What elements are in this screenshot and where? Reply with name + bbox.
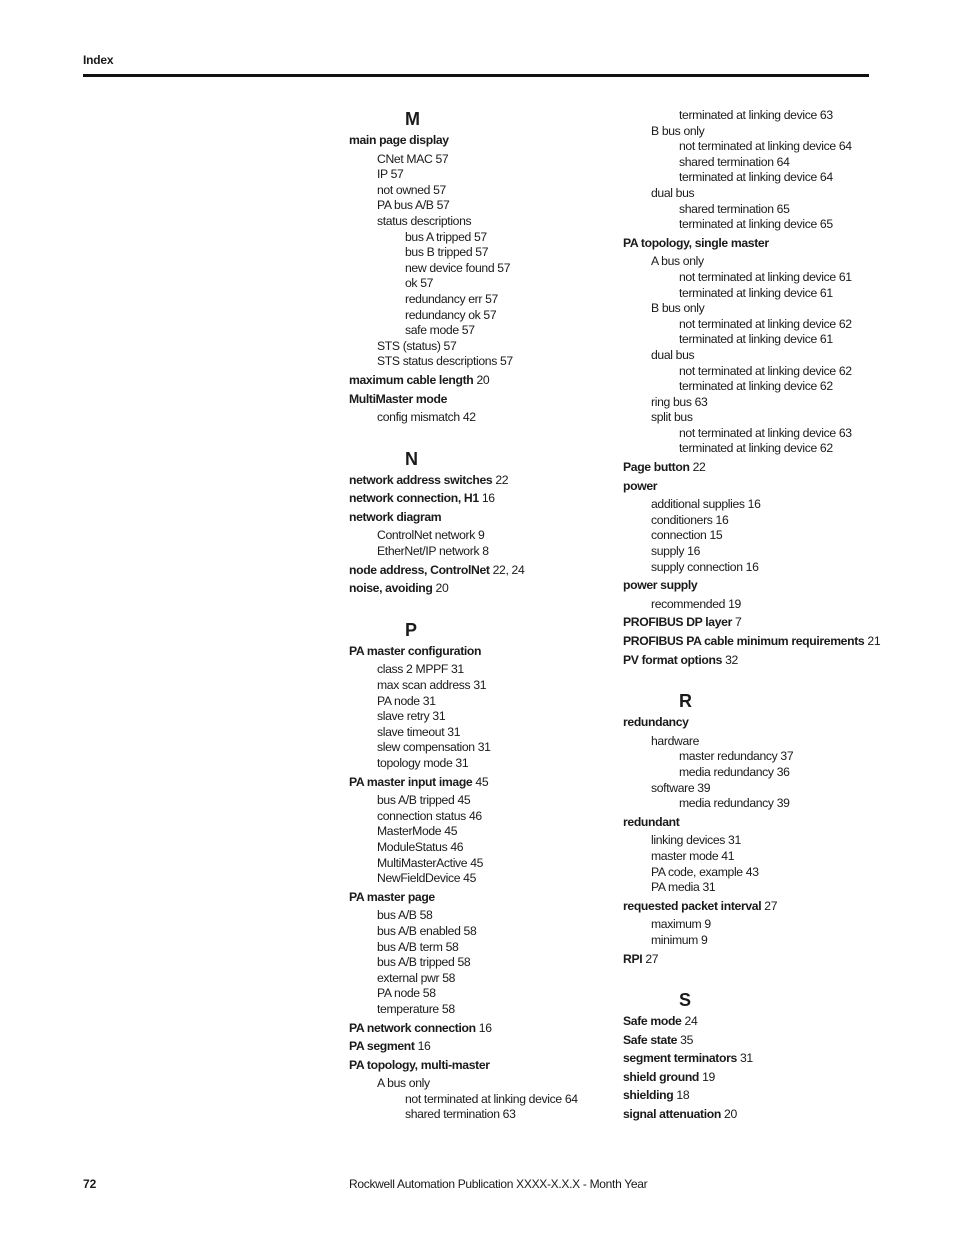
index-term: signal attenuation xyxy=(623,1107,721,1122)
index-sub-subentry: not terminated at linking device 64 xyxy=(405,1091,578,1106)
index-subentry: slave timeout 31 xyxy=(377,724,461,739)
index-page-ref: 16 xyxy=(478,1020,492,1035)
index-sub-subentry: terminated at linking device 61 xyxy=(679,285,833,300)
index-term: Safe mode xyxy=(623,1014,682,1029)
index-main-entry xyxy=(623,715,873,731)
index-subentry: split bus xyxy=(651,410,693,425)
index-subentry: supply connection 16 xyxy=(651,559,759,574)
index-page-ref: 19 xyxy=(702,1069,715,1084)
index-term: Page button xyxy=(623,460,690,475)
index-subentry: bus A/B 58 xyxy=(377,908,433,923)
index-term: power xyxy=(623,478,658,493)
index-main-entry xyxy=(349,491,599,507)
index-column-left xyxy=(349,108,599,1123)
index-main-entry xyxy=(349,373,599,389)
index-subentry: A bus only xyxy=(377,1076,430,1091)
index-term: PV format options xyxy=(623,652,723,667)
index-main-entry xyxy=(623,899,873,915)
index-term: PA topology, single master xyxy=(623,235,769,250)
index-main-entry xyxy=(623,479,873,495)
index-main-entry xyxy=(623,236,873,252)
index-sub-subentry: shared termination 65 xyxy=(679,201,790,216)
index-subentry: MultiMasterActive 45 xyxy=(377,855,484,870)
index-subentry: PA node 58 xyxy=(377,986,436,1001)
index-subentry: A bus only xyxy=(651,254,704,269)
index-subentry: bus A/B tripped 58 xyxy=(377,955,471,970)
index-page-ref: 20 xyxy=(724,1107,737,1122)
index-main-entry xyxy=(349,890,599,906)
index-subentry: supply 16 xyxy=(651,544,701,559)
index-term: node address, ControlNet xyxy=(349,562,490,577)
publication-line: Rockwell Automation Publication XXXX-X.X.X - Month Year xyxy=(349,1177,648,1191)
index-sub-subentry: safe mode 57 xyxy=(405,323,475,338)
index-subentry: additional supplies 16 xyxy=(651,497,761,512)
index-term: PROFIBUS PA cable minimum requirements xyxy=(623,634,865,648)
index-term: PA master input image xyxy=(349,774,473,789)
index-page-ref: 32 xyxy=(725,652,738,667)
index-sub-subentry: media redundancy 36 xyxy=(679,764,790,779)
index-main-entry xyxy=(623,1070,873,1086)
index-sub-subentry: terminated at linking device 65 xyxy=(679,217,833,232)
index-subentry: bus A/B tripped 45 xyxy=(377,793,471,808)
index-subentry: external pwr 58 xyxy=(377,970,456,985)
index-sub-subentry: bus B tripped 57 xyxy=(405,245,489,260)
index-main-entry xyxy=(623,460,873,476)
index-term: RPI xyxy=(623,951,643,966)
index-main-entry xyxy=(349,133,599,149)
index-subentry: connection status 46 xyxy=(377,808,482,823)
index-main-entry xyxy=(623,1033,873,1049)
index-subentry: maximum 9 xyxy=(651,917,711,932)
index-subentry: MasterMode 45 xyxy=(377,824,458,839)
index-main-entry xyxy=(349,1039,599,1055)
index-subentry: status descriptions xyxy=(377,213,472,228)
index-term: segment terminators xyxy=(623,1051,737,1066)
index-subentry: recommended 19 xyxy=(651,596,741,611)
index-term: power supply xyxy=(623,578,698,593)
index-main-entry xyxy=(623,952,873,968)
index-main-entry xyxy=(623,1088,873,1104)
index-subentry: B bus only xyxy=(651,301,705,316)
index-main-entry xyxy=(349,392,599,408)
index-subentry: NewFieldDevice 45 xyxy=(377,871,477,886)
index-subentry: slew compensation 31 xyxy=(377,740,491,755)
index-subentry: linking devices 31 xyxy=(651,833,741,848)
index-letter-heading: N xyxy=(405,448,418,469)
index-subentry: max scan address 31 xyxy=(377,678,487,693)
index-sub-subentry: not terminated at linking device 62 xyxy=(679,363,852,378)
index-main-entry xyxy=(623,1107,873,1123)
header-rule xyxy=(83,74,869,77)
index-term: shield ground xyxy=(623,1069,700,1084)
index-subentry: conditioners 16 xyxy=(651,512,729,527)
index-subentry: B bus only xyxy=(651,123,705,138)
index-main-entry xyxy=(623,578,873,594)
index-subentry: config mismatch 42 xyxy=(377,410,476,425)
index-sub-subentry: media redundancy 39 xyxy=(679,796,790,811)
index-page-ref: 35 xyxy=(680,1032,693,1047)
index-page-ref: 24 xyxy=(684,1014,698,1029)
running-header: Index xyxy=(83,53,114,67)
index-term: main page display xyxy=(349,133,449,147)
index-subentry: EtherNet/IP network 8 xyxy=(377,544,489,559)
index-term: maximum cable length xyxy=(349,372,474,387)
index-sub-subentry: ok 57 xyxy=(405,276,434,291)
index-page-ref: 45 xyxy=(475,774,489,789)
index-sub-subentry: terminated at linking device 62 xyxy=(679,379,833,394)
index-main-entry xyxy=(349,473,599,489)
index-subentry: temperature 58 xyxy=(377,1001,455,1016)
index-subentry: PA bus A/B 57 xyxy=(377,198,450,213)
index-main-entry xyxy=(623,1051,873,1067)
index-main-entry xyxy=(623,815,873,831)
index-term: requested packet interval xyxy=(623,898,762,913)
index-main-entry xyxy=(349,563,599,579)
index-letter-heading: M xyxy=(405,109,420,129)
index-main-entry xyxy=(349,644,599,660)
index-sub-subentry: terminated at linking device 64 xyxy=(679,170,833,185)
index-page-ref: 22 xyxy=(495,472,509,487)
index-subentry: PA node 31 xyxy=(377,693,436,708)
index-subentry: ModuleStatus 46 xyxy=(377,839,464,854)
index-page-ref: 22, 24 xyxy=(492,562,525,577)
index-term: Safe state xyxy=(623,1032,678,1047)
index-sub-subentry: terminated at linking device 62 xyxy=(679,441,833,456)
index-subentry: STS status descriptions 57 xyxy=(377,354,513,369)
index-term: PA network connection xyxy=(349,1020,476,1035)
index-subentry: ring bus 63 xyxy=(651,394,708,409)
index-sub-subentry: shared termination 63 xyxy=(405,1107,516,1122)
index-subentry: not owned 57 xyxy=(377,182,446,197)
index-page-ref: 27 xyxy=(764,898,778,913)
index-term: PROFIBUS DP layer xyxy=(623,615,732,630)
index-page-ref: 31 xyxy=(739,1051,753,1066)
index-page-ref: 21 xyxy=(867,634,881,648)
index-main-entry xyxy=(623,1014,873,1030)
index-term: redundant xyxy=(623,814,680,829)
index-subentry: hardware xyxy=(651,733,700,748)
index-column-right xyxy=(623,108,881,1123)
index-sub-subentry: not terminated at linking device 64 xyxy=(679,139,852,154)
index-page-ref: 16 xyxy=(417,1039,431,1054)
index-term: MultiMaster mode xyxy=(349,391,448,406)
index-sub-subentry: shared termination 64 xyxy=(679,154,790,169)
index-page-ref: 18 xyxy=(676,1088,690,1103)
index-subentry: dual bus xyxy=(651,185,695,200)
index-subentry: connection 15 xyxy=(651,528,723,543)
index-main-entry xyxy=(349,1021,599,1037)
index-term: network connection, H1 xyxy=(349,491,479,506)
index-term: redundancy xyxy=(623,715,689,730)
index-subentry: IP 57 xyxy=(377,167,404,182)
index-term: PA master configuration xyxy=(349,643,482,658)
index-term: shielding xyxy=(623,1088,674,1103)
index-main-entry xyxy=(349,775,599,791)
index-sub-subentry: not terminated at linking device 61 xyxy=(679,269,852,284)
index-sub-subentry: not terminated at linking device 62 xyxy=(679,316,852,331)
index-term: PA master page xyxy=(349,889,435,904)
index-subentry: master mode 41 xyxy=(651,848,735,863)
index-term: network diagram xyxy=(349,509,442,524)
index-sub-subentry: redundancy err 57 xyxy=(405,291,498,306)
index-sub-subentry: terminated at linking device 63 xyxy=(679,108,833,122)
page-number: 72 xyxy=(83,1177,97,1191)
index-subentry: bus A/B term 58 xyxy=(377,939,459,954)
index-main-entry xyxy=(623,615,873,631)
index-sub-subentry: terminated at linking device 61 xyxy=(679,332,833,347)
index-subentry: PA code, example 43 xyxy=(651,864,759,879)
index-page-ref: 20 xyxy=(435,581,449,596)
index-subentry: software 39 xyxy=(651,780,711,795)
index-letter-heading: P xyxy=(405,619,417,640)
index-subentry: topology mode 31 xyxy=(377,756,469,770)
index-main-entry xyxy=(349,581,599,597)
index-page-ref: 27 xyxy=(645,951,659,966)
index-letter-heading: S xyxy=(679,990,691,1011)
index-subentry: STS (status) 57 xyxy=(377,338,457,353)
index-main-entry xyxy=(623,634,881,650)
index-page-ref: 22 xyxy=(692,460,706,475)
index-term: network address switches xyxy=(349,472,493,487)
index-subentry: dual bus xyxy=(651,347,695,362)
index-sub-subentry: new device found 57 xyxy=(405,260,511,275)
index-subentry: ControlNet network 9 xyxy=(377,528,485,543)
index-letter-heading: R xyxy=(679,691,692,712)
index-subentry: slave retry 31 xyxy=(377,709,446,724)
index-sub-subentry: redundancy ok 57 xyxy=(405,307,497,322)
index-main-entry xyxy=(623,653,873,669)
index-subentry: CNet MAC 57 xyxy=(377,151,449,166)
index-sub-subentry: master redundancy 37 xyxy=(679,749,794,764)
index-term: PA segment xyxy=(349,1039,415,1054)
index-page-ref: 7 xyxy=(735,615,742,630)
index-sub-subentry: bus A tripped 57 xyxy=(405,229,487,244)
index-term: noise, avoiding xyxy=(349,581,433,596)
index-main-entry xyxy=(349,1058,599,1074)
index-subentry: bus A/B enabled 58 xyxy=(377,923,477,938)
index-sub-subentry: not terminated at linking device 63 xyxy=(679,425,852,440)
index-page-ref: 16 xyxy=(481,491,495,506)
index-main-entry xyxy=(349,510,599,526)
index-subentry: PA media 31 xyxy=(651,880,716,895)
index-term: PA topology, multi-master xyxy=(349,1057,490,1072)
index-subentry: class 2 MPPF 31 xyxy=(377,662,464,677)
index-subentry: minimum 9 xyxy=(651,932,708,947)
index-page-ref: 20 xyxy=(476,372,490,387)
